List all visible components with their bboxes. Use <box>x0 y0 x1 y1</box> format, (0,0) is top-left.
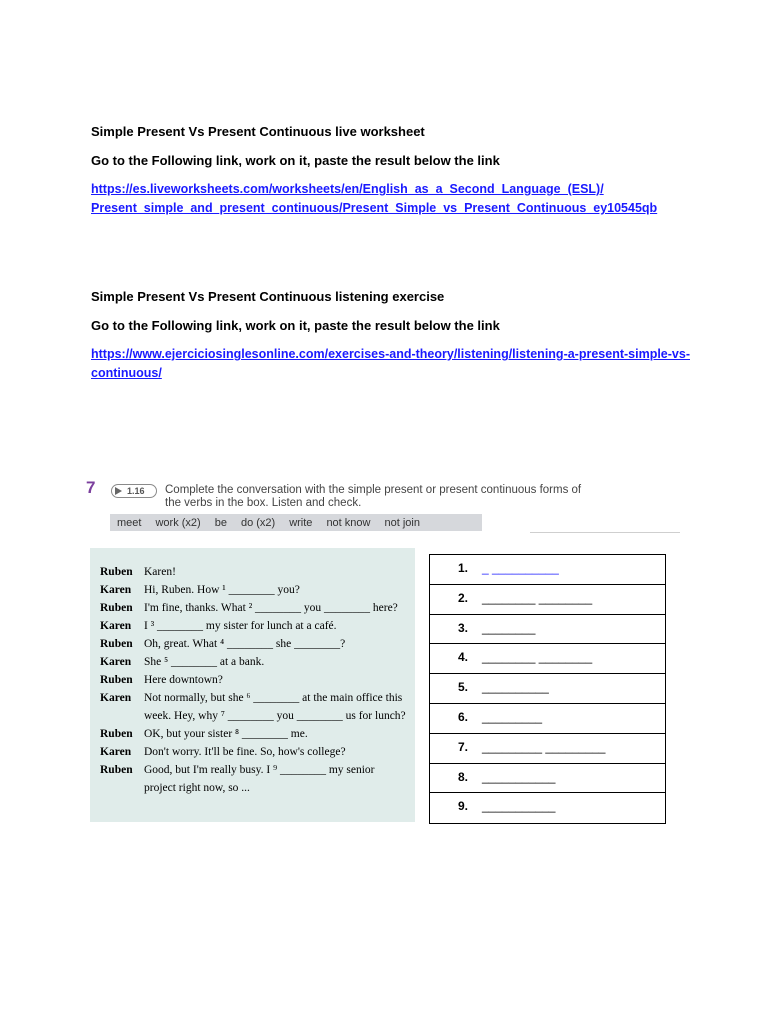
audio-track-badge <box>111 484 157 498</box>
word-box-item: do (x2) <box>240 516 276 529</box>
word-box-item: write <box>289 516 313 529</box>
dialogue-panel <box>90 548 415 822</box>
dialogue-text: Hi, Ruben. How ¹ ________ you? <box>144 584 300 596</box>
answer-row[interactable] <box>430 793 665 823</box>
section2-link-line2[interactable]: continuous/ <box>91 366 162 380</box>
answer-blank[interactable]: _________ _________ <box>482 739 606 754</box>
answer-row[interactable] <box>430 674 665 704</box>
dialogue-line <box>100 692 402 704</box>
answer-number: 6. <box>458 709 469 724</box>
answer-row[interactable] <box>430 615 665 645</box>
answer-blank[interactable]: ___________ <box>482 799 556 814</box>
dialogue-text: Karen! <box>144 566 176 578</box>
dialogue-text: Here downtown? <box>144 674 223 686</box>
speaker-name: Ruben <box>100 566 133 578</box>
dialogue-line <box>100 584 300 596</box>
speaker-name: Ruben <box>100 728 133 740</box>
answer-number: 2. <box>458 590 469 605</box>
answer-row[interactable] <box>430 555 665 585</box>
dialogue-line <box>100 638 345 650</box>
dialogue-line <box>100 620 337 632</box>
answer-row[interactable] <box>430 704 665 734</box>
speaker-name: Ruben <box>100 764 133 776</box>
speaker-name: Karen <box>100 692 132 704</box>
dialogue-line <box>100 746 346 758</box>
answer-row[interactable] <box>430 764 665 794</box>
section1-instruction: Go to the Following link, work on it, paste the result below the link <box>91 153 500 168</box>
section2-instruction: Go to the Following link, work on it, paste the result below the link <box>91 318 500 333</box>
speaker-name: Karen <box>100 584 132 596</box>
speaker-name: Ruben <box>100 602 133 614</box>
dialogue-line <box>100 602 398 614</box>
section1-title: Simple Present Vs Present Continuous live worksheet <box>91 124 425 139</box>
dialogue-continuation: project right now, so ... <box>144 782 250 794</box>
speaker-name: Karen <box>100 656 132 668</box>
word-box <box>110 514 482 531</box>
word-box-item: work (x2) <box>155 516 201 529</box>
section2-link-line1[interactable]: https://www.ejerciciosinglesonline.com/exercises-and-theory/listening/listening-a-present-simple-vs- <box>91 347 690 361</box>
answer-number: 8. <box>458 769 469 784</box>
answer-row[interactable] <box>430 644 665 674</box>
dialogue-text: I'm fine, thanks. What ² ________ you ________ here? <box>144 602 398 614</box>
answer-row[interactable] <box>430 585 665 615</box>
dialogue-line <box>100 764 375 776</box>
answer-number: 1. <box>458 561 469 575</box>
divider <box>530 532 680 533</box>
dialogue-line <box>100 566 176 578</box>
dialogue-text: OK, but your sister ⁸ ________ me. <box>144 728 308 740</box>
play-icon <box>115 487 122 495</box>
answer-number: 4. <box>458 650 469 665</box>
section1-link-line2[interactable]: Present_simple_and_present_continuous/Present_Simple_vs_Present_Continuous_ey10545qb <box>91 201 658 215</box>
speaker-name: Ruben <box>100 638 133 650</box>
dialogue-line <box>100 656 264 668</box>
section2-title: Simple Present Vs Present Continuous listening exercise <box>91 289 445 304</box>
answer-blank[interactable]: ________ <box>482 620 536 635</box>
word-box-item: not know <box>326 516 371 529</box>
answer-blank[interactable]: ________ ________ <box>482 590 593 605</box>
dialogue-text: She ⁵ ________ at a bank. <box>144 656 265 668</box>
answer-table <box>429 554 666 824</box>
answer-number: 3. <box>458 620 469 635</box>
speaker-name: Ruben <box>100 674 133 686</box>
word-box-item: not join <box>384 516 420 529</box>
answer-number: 5. <box>458 680 469 695</box>
audio-track-number: 1.16 <box>127 486 145 496</box>
dialogue-continuation: week. Hey, why ⁷ ________ you ________ us for lunch? <box>144 710 406 722</box>
answer-row[interactable] <box>430 734 665 764</box>
word-box-item: meet <box>117 516 142 529</box>
section1-link-line1[interactable]: https://es.liveworksheets.com/worksheets/en/English_as_a_Second_Language_(ESL)/ <box>91 182 604 196</box>
answer-blank[interactable]: _ __________ <box>482 561 559 575</box>
answer-number: 7. <box>458 739 469 754</box>
dialogue-text: Good, but I'm really busy. I ⁹ ________ my senior <box>144 764 375 776</box>
dialogue-text: Oh, great. What ⁴ ________ she ________? <box>144 638 346 650</box>
speaker-name: Karen <box>100 620 132 632</box>
answer-blank[interactable]: __________ <box>482 680 549 695</box>
word-box-item: be <box>214 516 227 529</box>
answer-number: 9. <box>458 799 469 814</box>
dialogue-text: Not normally, but she ⁶ ________ at the main office this <box>144 692 403 704</box>
speaker-name: Karen <box>100 746 132 758</box>
dialogue-text: Don't worry. It'll be fine. So, how's college? <box>144 746 346 758</box>
answer-blank[interactable]: ________ ________ <box>482 650 593 665</box>
dialogue-line <box>100 728 308 740</box>
exercise-instruction-line1: Complete the conversation with the simple present or present continuous forms of <box>165 484 582 496</box>
dialogue-text: I ³ ________ my sister for lunch at a café. <box>144 620 337 632</box>
dialogue-line <box>100 674 223 686</box>
answer-blank[interactable]: ___________ <box>482 769 556 784</box>
exercise-instruction-line2: the verbs in the box. Listen and check. <box>165 497 362 509</box>
exercise-instruction <box>165 484 685 510</box>
answer-blank[interactable]: _________ <box>482 709 543 724</box>
exercise-number: 7 <box>86 478 96 497</box>
